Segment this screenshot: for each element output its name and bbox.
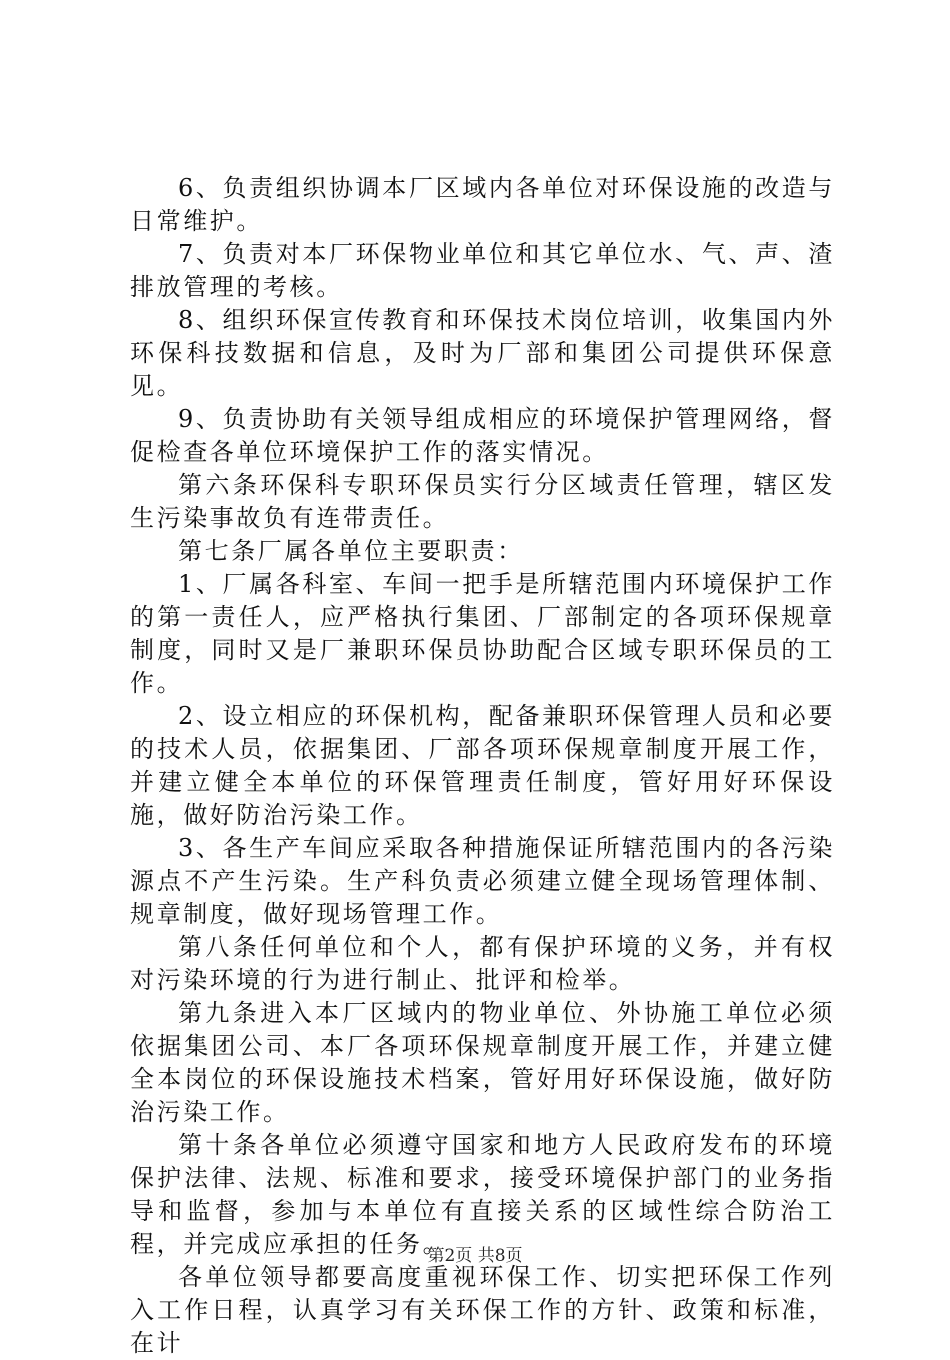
paragraph-article-9: 第九条进入本厂区域内的物业单位、外协施工单位必须依据集团公司、本厂各项环保规章制度开展工作，并建立健全本岗位的环保设施技术档案，管好用好环保设施，做好防治污染工作。 <box>130 999 835 1126</box>
paragraph-leadership: 各单位领导都要高度重视环保工作、切实把环保工作列入工作日程，认真学习有关环保工作的方针、政策和标准，在计 <box>130 1263 835 1357</box>
paragraph-article-6: 第六条环保科专职环保员实行分区域责任管理，辖区发生污染事故负有连带责任。 <box>130 471 835 532</box>
paragraph-article-7-item-2: 2、设立相应的环保机构，配备兼职环保管理人员和必要的技术人员，依据集团、厂部各项环保规章制度开展工作，并建立健全本单位的环保管理责任制度，管好用好环保设施，做好防治污染工作。 <box>130 702 835 829</box>
paragraph-item-7: 7、负责对本厂环保物业单位和其它单位水、气、声、渣排放管理的考核。 <box>130 240 835 301</box>
paragraph-item-6: 6、负责组织协调本厂区域内各单位对环保设施的改造与日常维护。 <box>130 174 835 235</box>
paragraph-article-10: 第十条各单位必须遵守国家和地方人民政府发布的环境保护法律、法规、标准和要求，接受环境保护部门的业务指导和监督，参加与本单位有直接关系的区域性综合防治工程，并完成应承担的任务。 <box>130 1131 835 1258</box>
paragraph-item-9: 9、负责协助有关领导组成相应的环境保护管理网络，督促检查各单位环境保护工作的落实情况。 <box>130 405 835 466</box>
page-number-footer: 第2页 共8页 <box>427 1246 523 1266</box>
paragraph-article-7-item-1: 1、厂属各科室、车间一把手是所辖范围内环境保护工作的第一责任人，应严格执行集团、厂部制定的各项环保规章制度，同时又是厂兼职环保员协助配合区域专职环保员的工作。 <box>130 570 835 697</box>
document-body <box>130 172 835 1360</box>
paragraph-article-7: 第七条厂属各单位主要职责： <box>178 537 524 565</box>
paragraph-item-8: 8、组织环保宣传教育和环保技术岗位培训，收集国内外环保科技数据和信息，及时为厂部和集团公司提供环保意见。 <box>130 306 835 400</box>
paragraph-article-8: 第八条任何单位和个人，都有保护环境的义务，并有权对污染环境的行为进行制止、批评和检举。 <box>130 933 835 994</box>
paragraph-article-7-item-3: 3、各生产车间应采取各种措施保证所辖范围内的各污染源点不产生污染。生产科负责必须建立健全现场管理体制、规章制度，做好现场管理工作。 <box>130 834 835 928</box>
